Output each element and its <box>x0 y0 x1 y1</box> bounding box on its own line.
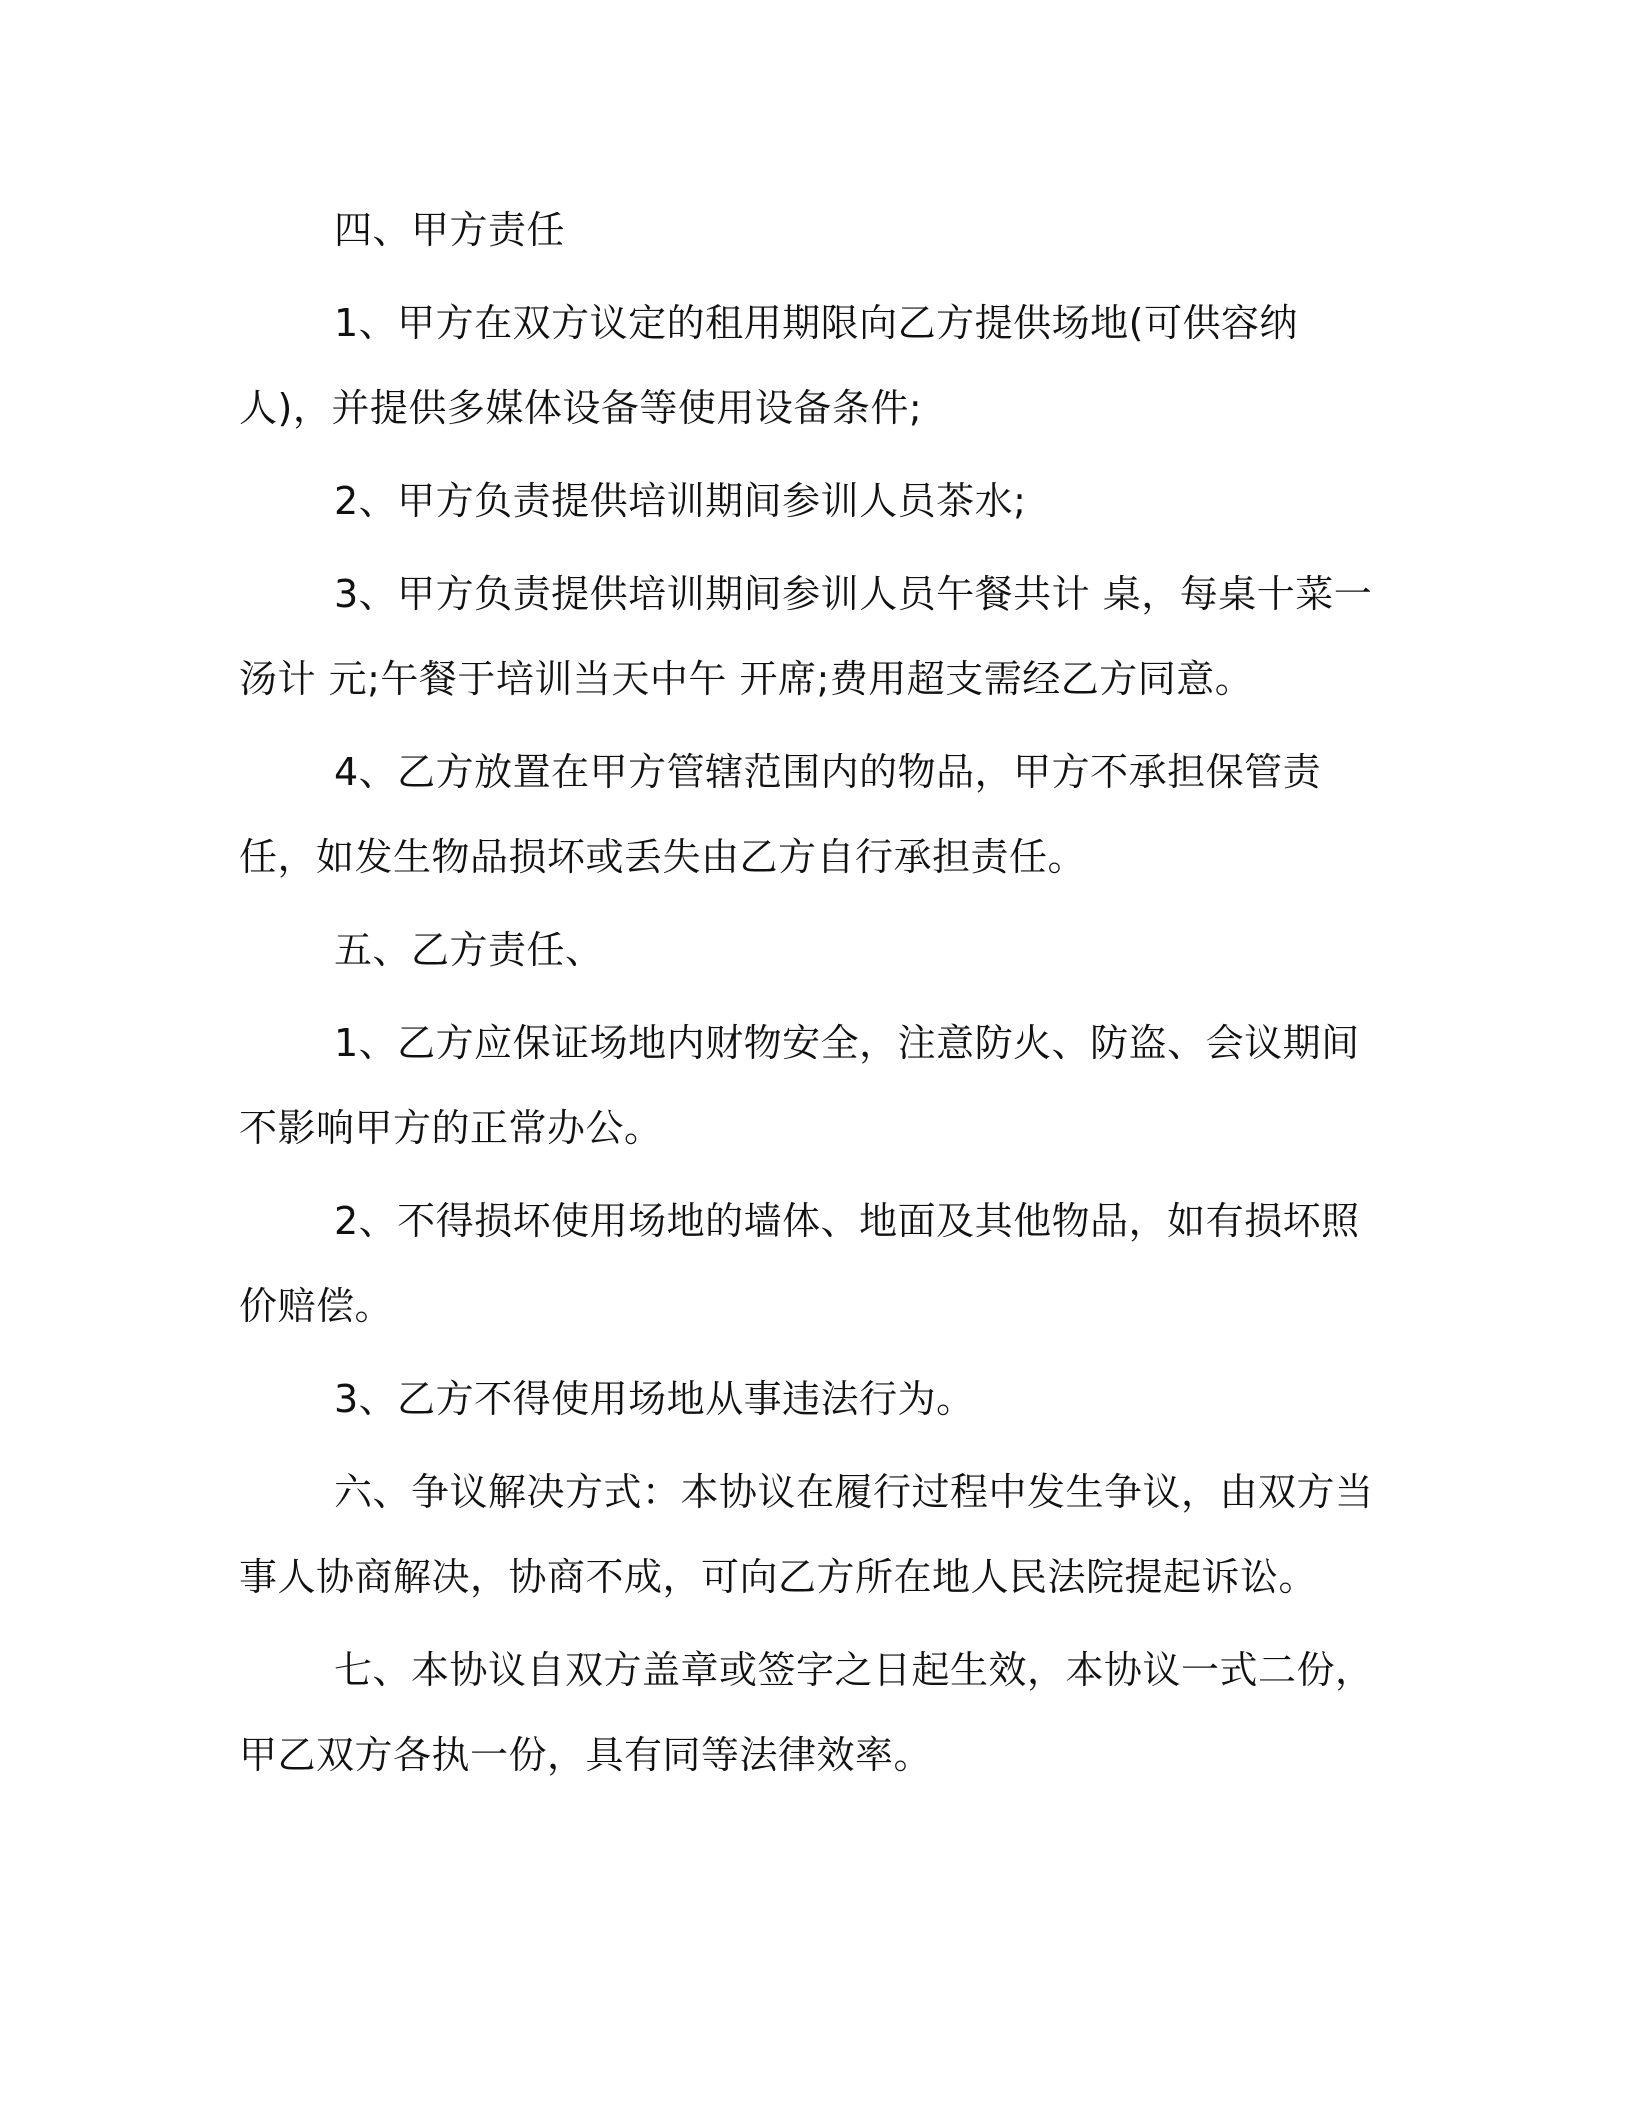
clause-b1-safety: 1、乙方应保证场地内财物安全，注意防火、防盗、会议期间不影响甲方的正常办公。 <box>239 1021 1360 1150</box>
document-body <box>239 188 1389 1798</box>
clause-a2-tea: 2、甲方负责提供培训期间参训人员茶水; <box>334 479 1027 523</box>
clause-a3-lunch: 3、甲方负责提供培训期间参训人员午餐共计 桌，每桌十菜一汤计 元;午餐于培训当天中午 开席;费用超支需经乙方同意。 <box>239 572 1373 701</box>
clause-a1-venue: 1、甲方在双方议定的租用期限向乙方提供场地(可供容纳人)，并提供多媒体设备等使用设备条件; <box>239 301 1299 430</box>
section-heading-party-b-duties: 五、乙方责任、 <box>334 928 604 972</box>
section-dispute-resolution: 六、争议解决方式：本协议在履行过程中发生争议，由双方当事人协商解决，协商不成，可向乙方所在地人民法院提起诉讼。 <box>239 1470 1374 1599</box>
clause-b2-damage: 2、不得损坏使用场地的墙体、地面及其他物品，如有损坏照价赔偿。 <box>239 1199 1360 1328</box>
section-heading-party-a-duties: 四、甲方责任 <box>334 208 566 252</box>
clause-a4-belongings: 4、乙方放置在甲方管辖范围内的物品，甲方不承担保管责任，如发生物品损坏或丢失由乙方自行承担责任。 <box>239 750 1322 879</box>
clause-b3-illegal: 3、乙方不得使用场地从事违法行为。 <box>334 1377 975 1421</box>
section-effectiveness: 七、本协议自双方盖章或签字之日起生效，本协议一式二份，甲乙双方各执一份，具有同等法律效率。 <box>239 1648 1374 1777</box>
